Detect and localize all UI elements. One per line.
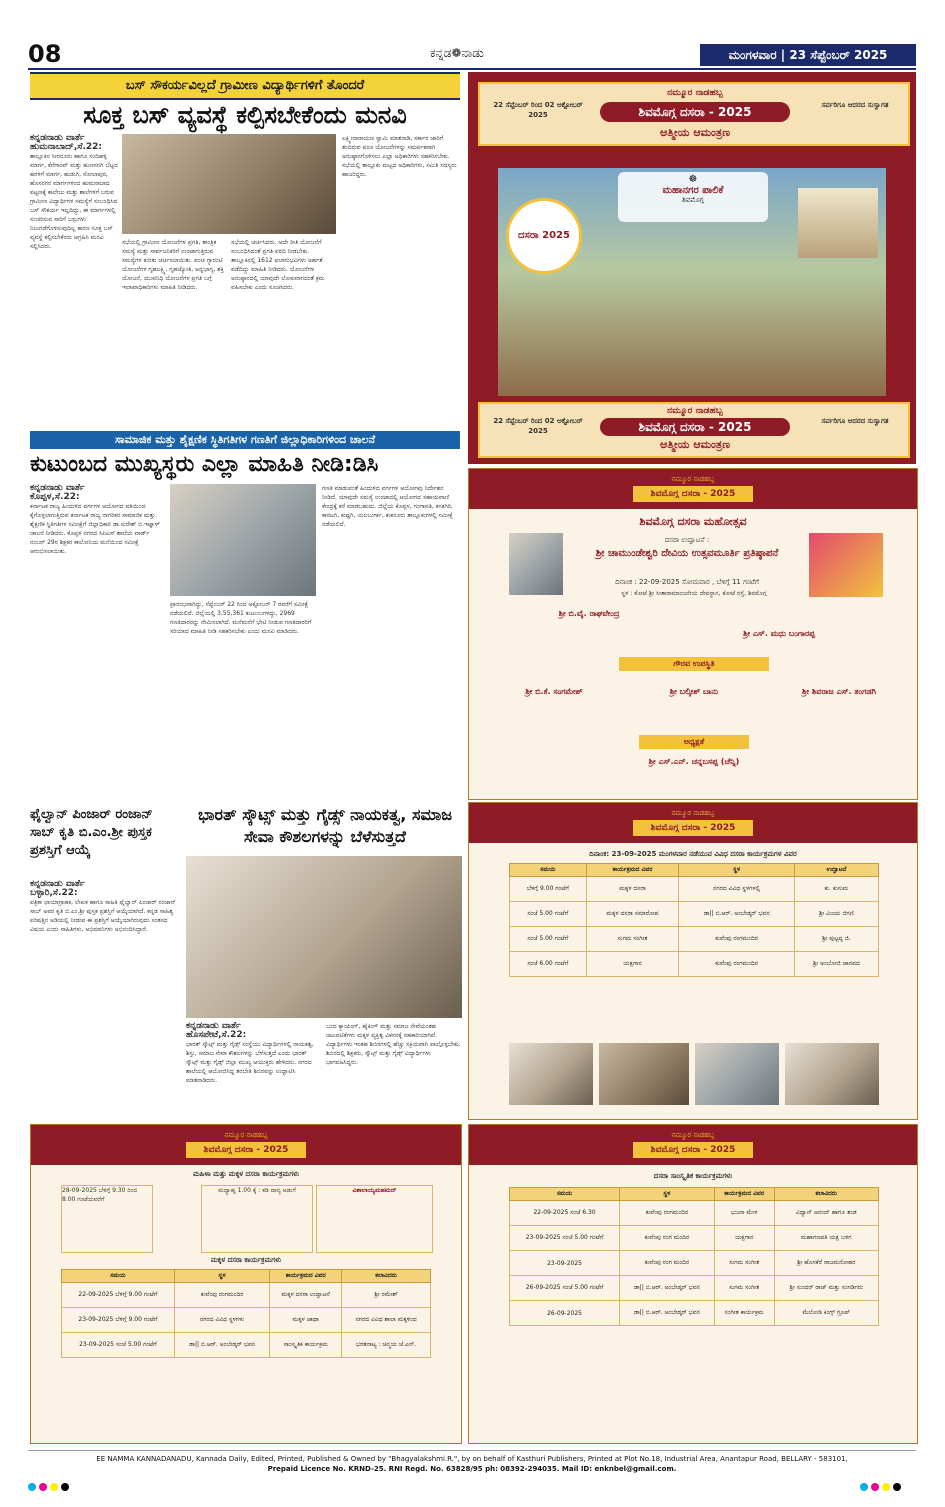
- table-cell: ಶ್ರೀ ಸುಂದರ್ ರಾಜ್ ಮತ್ತು ಸಂಗಡಿಗರು: [774, 1276, 878, 1301]
- table-header: ಸಮಯ: [62, 1270, 175, 1283]
- story1-col2-text: ಸಭೆಯಲ್ಲಿ ಗ್ರಾಮೀಣ ಯೋಜನೆಗಳ ಪ್ರಗತಿ, ತಾಂತ್ರಿಕ ಸಮಸ್ಯೆ ಮತ್ತು ಸಾರ್ವಜನಿಕರಿಗೆ ಉಂಟಾಗುತ್ತಿರುವ ಸಮಸ್ಯೆಗಳ ಕುರಿತು ಚರ್ಚಿಸಲಾಯಿತು. ಪಂಚ ಗ್ಯಾರಂಟಿ ಯೋಜನೆಗಳ ಗೃಹಲಕ್ಷ್ಮಿ, ಗೃಹಜ್ಯೋತಿ, ಅನ್ನಭಾಗ್ಯ, ಶಕ್ತಿ ಯೋಜನೆ, ಯುವನಿಧಿ ಯೋಜನೆಗಳ ಪ್ರಗತಿ ಬಗ್ಗೆ ಇಲಾಖಾಧಿಕಾರಿಗಳು ಮಾಹಿತಿ ನೀಡಿದರು.: [122, 239, 224, 291]
- table-cell: ಭರತನಾಟ್ಯ : ಚಿನ್ಮಯ ಜೆ.ಎನ್.: [342, 1333, 431, 1358]
- table-row: [510, 952, 879, 977]
- ad-culture-org: ನಮ್ಮೂರ ನಾಡಹಬ್ಬ: [671, 1131, 715, 1139]
- table-cell: ಮಕ್ಕಳ ದಸರಾ ಉದ್ಘಾಟನೆ: [270, 1283, 342, 1308]
- table-cell: ಮಕ್ಕಳ ದಸರಾ: [586, 877, 679, 902]
- table-header: ಕಾರ್ಯಕ್ರಮದ ವಿವರ: [714, 1188, 774, 1201]
- story2-col3: [322, 484, 460, 796]
- table-header: ಸಮಯ: [510, 1188, 620, 1201]
- ad-women-r1c: ವಿಶಾಲಾಯ್ಯಮಹಮದ್: [316, 1185, 433, 1253]
- table-cell: ಕುವೆಂಪು ರಂಗಮಂದಿರ: [620, 1201, 715, 1226]
- table-cell: ಡಾ|| ಬಿ.ಆರ್. ಅಂಬೇಡ್ಕರ್ ಭವನ: [174, 1333, 270, 1358]
- ad-invite-festival: ಶಿವಮೊಗ್ಗ ದಸರಾ ಮಹೋತ್ಸವ: [639, 515, 747, 528]
- ad-invite-chair: ಶ್ರೀ ಎಸ್.ಎನ್. ಚನ್ನಬಸಪ್ಪ (ಚೆನ್ನಿ): [648, 757, 740, 766]
- story1-col3-text: ಸಭೆಯಲ್ಲಿ ಚರ್ಚಿಸಿದರು. ಅದೇ ರೀತಿ ಯೋಜನೆಗೆ ಸಂಬಂಧಿಸಿದಂತೆ ಪ್ರಗತಿ ವರದಿ ನೀಡಬೇಕು. ತಾಲ್ಲೂಕಿನಲ್ಲಿ 1612 ಫಲಾನುಭವಿಗಳು ಅರ್ಹತೆ ಪಡೆದಿದ್ದು ಮಾಹಿತಿ ನೀಡಿದರು. ಯೋಜನೆಗಳ ಅನುಷ್ಠಾನದಲ್ಲಿ ಯಾವುದೇ ಲೋಪವಾಗದಂತೆ ಕ್ರಮ ವಹಿಸಬೇಕು ಎಂದು ಸೂಚಿಸಿದರು.: [231, 239, 325, 291]
- story1-col4: [342, 134, 460, 426]
- table-header-row: [510, 1188, 879, 1201]
- story1-headline[interactable]: ಸೂಕ್ತ ಬಸ್ ವ್ಯವಸ್ಥೆ ಕಲ್ಪಿಸಬೇಕೆಂದು ಮನವಿ: [83, 101, 407, 129]
- table-cell: ಶ್ರೀ ಅಂಬೋಜಿ ಜಾನಪದ: [794, 952, 878, 977]
- ad-women[interactable]: [30, 1124, 462, 1444]
- ad-schedule[interactable]: [468, 802, 918, 1120]
- story4-dateline: ಹೊಸಪೇಟೆ,ಸೆ.22:: [186, 1030, 247, 1040]
- table-header-row: [510, 864, 879, 877]
- ad-invite-header: [469, 469, 917, 509]
- table-row: [510, 1276, 879, 1301]
- table-cell: 23-09-2025 ಸಂಜೆ 5.00 ಗಂಟೆಗೆ: [510, 1226, 620, 1251]
- table-cell: ಸುಗಮ ಸಂಗೀತ: [714, 1276, 774, 1301]
- ad-women-table: [61, 1269, 431, 1358]
- ad-main-header: [478, 82, 910, 146]
- table-cell: ಕುವೆಂಪು ರಂಗಮಂದಿರ: [679, 952, 794, 977]
- story4-col1: [186, 1022, 320, 1112]
- ad-invite-portrait: [509, 533, 563, 595]
- story2-col1: [30, 484, 164, 796]
- goddess-image: [809, 533, 883, 597]
- ad-main-title: ಶಿವಮೊಗ್ಗ ದಸರಾ - 2025: [600, 102, 790, 122]
- ad-culture[interactable]: [468, 1124, 918, 1444]
- ad-invite-g2: ಶ್ರೀ ಬಲ್ಕೀಶ್ ಬಾನು: [669, 687, 719, 696]
- table-cell: ಸಂಜೆ 6.00 ಗಂಟೆಗೆ: [510, 952, 587, 977]
- story3-body: [30, 880, 176, 1112]
- ad-women-caption1: ಮಹಿಳಾ ಮತ್ತು ಮಕ್ಕಳ ದಸರಾ ಕಾರ್ಯಕ್ರಮಗಳು: [192, 1170, 300, 1178]
- ad-culture-table: [509, 1187, 879, 1326]
- table-header: ಕಲಾವಿದರು: [342, 1270, 431, 1283]
- table-cell: ಮಹಾಗಣಪತಿ ಯಕ್ಷ ಬಳಗ: [774, 1226, 878, 1251]
- story2-kicker: ಸಾಮಾಜಿಕ ಮತ್ತು ಶೈಕ್ಷಣಿಕ ಸ್ಥಿತಿಗತಿಗಳ ಗಣತಿಗೆ ಜಿಲ್ಲಾಧಿಕಾರಿಗಳಿಂದ ಚಾಲನೆ: [30, 431, 460, 449]
- ad-main[interactable]: [468, 72, 916, 464]
- ad-main-corp: ಮಹಾನಗರ ಪಾಲಿಕೆ: [662, 185, 724, 196]
- story1-col3: [231, 238, 335, 426]
- ad-women-caption2: ಮಕ್ಕಳ ದಸರಾ ಕಾರ್ಯಕ್ರಮಗಳು: [210, 1256, 282, 1264]
- table-cell: ಸಾಂಸ್ಕೃತಿಕ ಕಾರ್ಯಕ್ರಮ: [270, 1333, 342, 1358]
- ad-main-building: [798, 188, 878, 258]
- table-header: ಸಮಯ: [510, 864, 587, 877]
- ad-schedule-table-wrap: [509, 863, 879, 977]
- table-cell: 23-09-2025 ಸಂಜೆ 5.00 ಗಂಟೆಗೆ: [62, 1333, 175, 1358]
- table-header: ಸ್ಥಳ: [174, 1270, 270, 1283]
- ad-schedule-photo-2: [599, 1043, 689, 1105]
- ad-main-dates: 22 ಸೆಪ್ಟೆಂಬರ್ ರಿಂದ 02 ಅಕ್ಟೋಬರ್ 2025: [493, 101, 583, 119]
- story4-col2-text: ಬಂದ ಕ್ಯಾಂಪಿಂಗ್, ಹೈಕಿಂಗ್ ಮತ್ತು ಸಮಾಜ ಸೇವೆಯಂತಹ ಚಟುವಟಿಕೆಗಳು ಮಕ್ಕಳ ವ್ಯಕ್ತಿತ್ವ ವಿಕಸನಕ್ಕೆ ಸಹಕಾರಿಯಾಗಿವೆ. ವಿದ್ಯಾರ್ಥಿಗಳು ಇಂತಹ ಶಿಬಿರಗಳಲ್ಲಿ ಹೆಚ್ಚು ಸಕ್ರಿಯವಾಗಿ ಪಾಲ್ಗೊಳ್ಳಬೇಕು. ಶಿಬಿರದಲ್ಲಿ ಶಿಕ್ಷಕರು, ಸ್ಕೌಟ್ಸ್ ಮತ್ತು ಗೈಡ್ಸ್ ವಿದ್ಯಾರ್ಥಿಗಳು ಭಾಗವಹಿಸಿದ್ದರು.: [326, 1023, 461, 1066]
- table-cell: ಡಾ|| ಬಿ.ಆರ್. ಅಂಬೇಡ್ಕರ್ ಭವನ: [679, 902, 794, 927]
- story3-text: ಪತ್ರಿಕಾ ಛಾಯಾಗ್ರಾಹಕ, ಲೇಖಕ ಹಾಗೂ ಸಾಹಿತಿ ಫೈಲ್ವಾನ್ ಪಿಂಜಾರ್ ರಂಜಾನ್ ಸಾಬ್ ಅವರ ಕೃತಿ ಬಿ.ಎಂ.ಶ್ರೀ ಪುಸ್ತಕ ಪ್ರಶಸ್ತಿಗೆ ಆಯ್ಕೆಯಾಗಿದೆ. ಕನ್ನಡ ಸಾಹಿತ್ಯ ಪರಿಷತ್ತಿನ ಅಡಿಯಲ್ಲಿ ನೀಡುವ ಈ ಪ್ರಶಸ್ತಿಗೆ ಆಯ್ಕೆಯಾಗಿರುವುದು ಸಂತಸದ ವಿಷಯ ಎಂದು ಸಾಹಿತಿಗಳು, ಅಭಿಮಾನಿಗಳು ಅಭಿನಂದಿಸಿದ್ದಾರೆ.: [30, 899, 176, 933]
- story3-dateline: ಬಳ್ಳಾರಿ,ಸೆ.22:: [30, 888, 78, 898]
- table-cell: ಸುಗಮ ಸಂಗೀತ: [714, 1251, 774, 1276]
- table-cell: ಭಜನಾ ಮೇಳ: [714, 1201, 774, 1226]
- imprint-line-2: Prepaid Licence No. KRND-25. RNI Regd. No. 63828/95 ph: 08392-294035. Mail ID: enknbel@gmail.com.: [267, 1465, 677, 1473]
- ad-main-corp-card: [618, 172, 768, 222]
- registration-dots-right: [860, 1476, 904, 1495]
- ad-invite-org: ನಮ್ಮೂರ ನಾಡಹಬ್ಬ: [671, 475, 715, 483]
- ad-invite-when: ದಿನಾಂಕ : 22-09-2025 ಸೋಮವಾರ , ಬೆಳಿಗ್ಗೆ 11 ಗಂಟೆಗೆ: [615, 578, 759, 586]
- story2-dateline: ಕೊಪ್ಪಳ,ಸೆ.22:: [30, 492, 80, 502]
- table-header-row: [62, 1270, 431, 1283]
- imprint-footer: [28, 1450, 916, 1474]
- ad-women-title: ಶಿವಮೊಗ್ಗ ದಸರಾ - 2025: [186, 1142, 306, 1158]
- ad-invite-g1: ಶ್ರೀ ಬಿ.ಕೆ. ಸಂಗಮೇಶ್: [525, 687, 583, 696]
- ad-invite-guests-heading: ಗೌರವ ಉಪಸ್ಥಿತಿ: [619, 657, 769, 671]
- table-row: [510, 1301, 879, 1326]
- table-cell: 23-09-2025: [510, 1251, 620, 1276]
- table-cell: ಸಂಗೀತ ಕಾರ್ಯಕ್ರಮ: [714, 1301, 774, 1326]
- ad-women-r1b: ಮಧ್ಯಾಹ್ನ 1.00 ಕ್ಕೆ : ಕಡಿ ದಾನ್ಯ ಅಡುಗೆ: [201, 1185, 313, 1253]
- story3-headline[interactable]: ಫೈಲ್ವಾನ್ ಪಿಂಜಾರ್ ರಂಜಾನ್ ಸಾಬ್ ಕೃತಿ ಬಿ.ಎಂ.ಶ್ರೀ ಪುಸ್ತಕ ಪ್ರಶಸ್ತಿಗೆ ಆಯ್ಕೆ: [30, 807, 153, 858]
- ad-invite-guest-a: ಶ್ರೀ ಬಿ.ವೈ. ರಾಘವೇಂದ್ರ: [558, 609, 620, 618]
- table-cell: ಬೆಳಿಗ್ಗೆ 9.00 ಗಂಟೆಗೆ: [510, 877, 587, 902]
- table-cell: ಸುಗಮ ಸಂಗೀತ: [586, 927, 679, 952]
- ad-schedule-header: [469, 803, 917, 843]
- table-header: ಕಾರ್ಯಕ್ರಮದ ವಿವರ: [270, 1270, 342, 1283]
- story1-col2: [122, 238, 226, 426]
- story1-col1: [30, 134, 118, 426]
- table-row: [510, 1201, 879, 1226]
- table-header: ಉದ್ಘಾಟನೆ: [794, 864, 878, 877]
- ad-schedule-title: ಶಿವಮೊಗ್ಗ ದಸರಾ - 2025: [633, 820, 753, 836]
- story2-col2-text: ಪ್ರಾರಂಭವಾಗಿದ್ದು, ಸೆಪ್ಟೆಂಬರ್ 22 ರಿಂದ ಅಕ್ಟೋಬರ್ 7 ರವರೆಗೆ ಸಮೀಕ್ಷೆ ನಡೆಯಲಿದೆ. ಜಿಲ್ಲೆಯಲ್ಲಿ 3,55,361 ಕುಟುಂಬಗಳಿದ್ದು, 2969 ಗಣತಿದಾರರನ್ನು ನೇಮಿಸಲಾಗಿದೆ. ಮನೆಮನೆಗೆ ಭೇಟಿ ನೀಡುವ ಗಣತಿದಾರರಿಗೆ ಸರಿಯಾದ ಮಾಹಿತಿ ನೀಡಿ ಸಹಕರಿಸಬೇಕು ಎಂದು ಮನವಿ ಮಾಡಿದರು.: [170, 601, 312, 635]
- story1-photo: [122, 134, 336, 234]
- table-cell: ಕು. ಕುಸುಮ: [794, 877, 878, 902]
- story2-headline[interactable]: ಕುಟುಂಬದ ಮುಖ್ಯಸ್ಥರು ಎಲ್ಲಾ ಮಾಹಿತಿ ನೀಡಿ:ಡಿಸಿ: [30, 452, 379, 477]
- table-cell: ನಗರದ ವಿವಿಧ ಸ್ಥಳಗಳು: [174, 1308, 270, 1333]
- table-cell: ಶ್ರೀ ರಮೇಶ್: [342, 1283, 431, 1308]
- ad-culture-title: ಶಿವಮೊಗ್ಗ ದಸರಾ - 2025: [633, 1142, 753, 1158]
- ad-women-header: [31, 1125, 461, 1165]
- ad-invite-inaugurator: ಶ್ರೀ ಚಾಮುಂಡೇಶ್ವರಿ ದೇವಿಯ ಉತ್ಸವಮೂರ್ತಿ ಪ್ರತಿಷ್ಠಾಪನೆ: [595, 548, 779, 559]
- table-cell: ಕುವೆಂಪು ರಂಗ ಮಂದಿರ: [620, 1251, 715, 1276]
- ad-main-dates-2: 22 ಸೆಪ್ಟೆಂಬರ್ ರಿಂದ 02 ಅಕ್ಟೋಬರ್ 2025: [493, 417, 583, 435]
- table-row: [62, 1333, 431, 1358]
- story4-col1-text: ಭಾರತ್ ಸ್ಕೌಟ್ಸ್ ಮತ್ತು ಗೈಡ್ಸ್ ಸಂಸ್ಥೆಯು ವಿದ್ಯಾರ್ಥಿಗಳಲ್ಲಿ ನಾಯಕತ್ವ, ಶಿಸ್ತು, ಸಮಾಜ ಸೇವಾ ಕೌಶಲಗಳನ್ನು ಬೆಳೆಸುತ್ತದೆ ಎಂದು ಭಾರತ್ ಸ್ಕೌಟ್ಸ್ ಮತ್ತು ಗೈಡ್ಸ್ ಜಿಲ್ಲಾ ಮುಖ್ಯ ಆಯುಕ್ತರು ಹೇಳಿದರು. ನಗರದ ಶಾಲೆಯಲ್ಲಿ ಆಯೋಜಿಸಿದ್ದ ತರಬೇತಿ ಶಿಬಿರವನ್ನು ಉದ್ಘಾಟಿಸಿ ಮಾತನಾಡಿದರು.: [186, 1041, 314, 1084]
- story1-kicker: ಬಸ್ ಸೌಕರ್ಯವಿಲ್ಲದೆ ಗ್ರಾಮೀಣ ವಿದ್ಯಾರ್ಥಿಗಳಿಗೆ ತೊಂದರೆ: [30, 72, 460, 100]
- emblem-icon: ☸: [688, 174, 698, 185]
- table-header: ಸ್ಥಳ: [620, 1188, 715, 1201]
- table-row: [510, 927, 879, 952]
- table-cell: ಶ್ರೀ ಹೊಸಕೆರೆ ರಾಜಮನೋಹರ: [774, 1251, 878, 1276]
- ad-main-mascot: ದಸರಾ 2025: [506, 198, 582, 274]
- ad-main-welcome-2: ಸರ್ವರಿಗೂ ಆದರದ ಸುಸ್ವಾಗತ: [821, 417, 889, 425]
- story1-col4-text: ಲಕ್ಷ್ಮೀನಾರಾಯಣ ಸ್ವಾಮಿ ಮಾತನಾಡಿ, ಸರ್ಕಾರ ಜಾರಿಗೆ ತಂದಿರುವ ಪಂಚ ಯೋಜನೆಗಳನ್ನು ಸಮರ್ಪಕವಾಗಿ ಅನುಷ್ಠಾನಗೊಳಿಸಲು ಎಲ್ಲಾ ಅಧಿಕಾರಿಗಳು ಸಹಕರಿಸಬೇಕು. ಸಭೆಯಲ್ಲಿ ತಾಲ್ಲೂಕು ಮಟ್ಟದ ಅಧಿಕಾರಿಗಳು, ಸಮಿತಿ ಸದಸ್ಯರು ಹಾಜರಿದ್ದರು.: [342, 135, 457, 178]
- table-header: ಕಲಾವಿದರು: [774, 1188, 878, 1201]
- story1-byline: ಕನ್ನಡನಾಡು ವಾರ್ತೆ: [30, 134, 85, 143]
- ad-main-org: ನಮ್ಮೂರ ನಾಡಹಬ್ಬ: [667, 88, 723, 98]
- table-cell: 23-09-2025 ಬೆಳಿಗ್ಗೆ 9.00 ಗಂಟೆಗೆ: [62, 1308, 175, 1333]
- ad-main-subtitle: ಆತ್ಮೀಯ ಆಮಂತ್ರಣ: [659, 126, 731, 139]
- story2-col3-text: ಗಣತಿ ಮಾಡುವಂತೆ ಹಿಂದುಳಿದ ವರ್ಗಗಳ ಆಯೋಗವು ನಿರ್ದೇಶನ ನೀಡಿದೆ. ಯಾವುದೇ ಸಮಸ್ಯೆ ಉಂಟಾದಲ್ಲಿ ಆಯೋಗದ ಸಹಾಯವಾಣಿ ಕೇಂದ್ರಕ್ಕೆ ಕರೆ ಮಾಡಬಹುದು. ಜಿಲ್ಲೆಯ ಕೊಪ್ಪಳ, ಗಂಗಾವತಿ, ಕನಕಗಿರಿ, ಕಾರಟಗಿ, ಕುಷ್ಟಗಿ, ಯಲಬುರ್ಗಾ, ಕುಕನೂರು ತಾಲ್ಲೂಕುಗಳಲ್ಲಿ ಸಮೀಕ್ಷೆ ನಡೆಯಲಿದೆ.: [322, 485, 454, 528]
- ad-main-corp-place: ಶಿವಮೊಗ್ಗ: [682, 196, 704, 204]
- imprint-line-1: EE NAMMA KANNADANADU, Kannada Daily, Edited, Printed, Published & Owned by "Bhagyalakshmi.R.", by on behalf of Kasthuri Publishers, Printed at Plot No.18, Industrial Area, Anantapur Road, BELLARY - 583101,: [96, 1455, 848, 1463]
- masthead-rule: [28, 68, 916, 70]
- table-row: [510, 1226, 879, 1251]
- ad-main-welcome: ಸರ್ವರಿಗೂ ಆದರದ ಸುಸ್ವಾಗತ: [821, 101, 889, 109]
- story1-col1-text: ತಾಲ್ಲೂಕಿನ ಸೀರನೂರು ಹಾಗೂ ಸಂದಿಹಳ್ಳಿ ಮಾರ್ಗ, ಕೆರೆಗಾಂವ್ ಮತ್ತು ಹುಣಸನಗಿ ಬೆಟ್ಟದ ಹರಳಿಗೆ ಮಾರ್ಗ, ಹುಡುಗಿ, ಸೋಲಾಪುರ, ಹೊಸನಗರ ಮಾರ್ಗಗಳಿಂದ ಹುಮನಾಬಾದ ಪಟ್ಟಣಕ್ಕೆ ಕಾಲೇಜು ಮತ್ತು ಶಾಲೆಗಳಿಗೆ ಬರುವ ಗ್ರಾಮೀಣ ವಿದ್ಯಾರ್ಥಿಗಳ ಸಮಸ್ಯೆಗೆ ಸಂಬಂಧಿಸಿದ ಬಸ್ ಸೌಕರ್ಯ ಇಲ್ಲದಿದ್ದು, ಈ ಮಾರ್ಗಗಳಲ್ಲಿ ಸಂಚರಿಸುವ ಸಾರಿಗೆ ಬಸ್ಸುಗಳು ನಿಲುಗಡೆಗೊಳಿಸುವುದಿಲ್ಲ ಕಾರಣ ಸೂಕ್ತ ಬಸ್ ವ್ಯವಸ್ಥೆ ಕಲ್ಪಿಸಬೇಕೆಂದು ಆಗ್ರಹಿಸಿ ಮನವಿ ಸಲ್ಲಿಸಿದರು.: [30, 153, 118, 250]
- paper-name: ಕನ್ನಡ❁ನಾಡು: [430, 46, 484, 60]
- ad-main-photo: [498, 168, 886, 396]
- table-cell: ಕುವೆಂಪು ರಂಗಮಂದಿರ: [679, 927, 794, 952]
- table-cell: ಕುವೆಂಪು ರಂಗಮಂದಿರ: [174, 1283, 270, 1308]
- story2-col1-text: ಕರ್ನಾಟಕ ರಾಜ್ಯ ಹಿಂದುಳಿದ ವರ್ಗಗಳ ಆಯೋಗದ ವತಿಯಿಂದ ಕೈಗೊಳ್ಳಲಾಗುತ್ತಿರುವ ಕರ್ನಾಟಕ ರಾಜ್ಯ ನಾಗರಿಕರ ಸಾಮಾಜಿಕ ಮತ್ತು ಶೈಕ್ಷಣಿಕ ಸ್ಥಿತಿಗತಿಗಳ ಸಮೀಕ್ಷೆಗೆ ಜಿಲ್ಲಾಧಿಕಾರಿ ಡಾ.ಸುರೇಶ್ ಬಿ.ಇಟ್ನಾಳ್ ಚಾಲನೆ ನೀಡಿದರು. ಕೊಪ್ಪಳ ನಗರದ ಸಿಪಿಎಸ್ ಶಾಲೆಯ ವಾರ್ಡ್ ನಂಬರ್ 29ರ ಶಿಕ್ಷಕರ ಕಾಲೋನಿಯ ಮನೆಯಿಂದ ಸಮೀಕ್ಷೆ ಆರಂಭಿಸಲಾಯಿತು.: [30, 503, 161, 555]
- ad-invite[interactable]: [468, 468, 918, 800]
- table-cell: ವಿದ್ವಾನ್ ಆನಂದ್ ಹಾಗೂ ತಂಡ: [774, 1201, 878, 1226]
- story1-dateline: ಹುಮನಾಬಾದ್,ಸೆ.22:: [30, 142, 102, 152]
- story3-byline: ಕನ್ನಡನಾಡು ವಾರ್ತೆ: [30, 880, 85, 889]
- date-bar: ಮಂಗಳವಾರ | 23 ಸೆಪ್ಟೆಂಬರ್ 2025: [700, 44, 916, 66]
- table-cell: ಶ್ರೀ ಪುಟ್ಟಪ್ಪ ಜಿ.: [794, 927, 878, 952]
- ad-culture-table-wrap: [509, 1187, 879, 1326]
- ad-schedule-photo-4: [785, 1043, 879, 1105]
- registration-dots-left: [28, 1476, 72, 1495]
- ad-invite-where: ಸ್ಥಳ : ಕೋಟೆ ಶ್ರೀ ಸೀತಾರಾಮಾಂಜನೇಯ ದೇವಸ್ಥಾನ, ಕೋಟೆ ರಸ್ತೆ, ಶಿವಮೊಗ್ಗ: [621, 590, 767, 597]
- story2-col2: [170, 600, 316, 796]
- ad-invite-chair-heading: ಅಧ್ಯಕ್ಷತೆ: [639, 735, 749, 749]
- table-row: [62, 1283, 431, 1308]
- table-cell: 26-09-2025 ಸಂಜೆ 5.00 ಗಂಟೆಗೆ: [510, 1276, 620, 1301]
- table-cell: ಮಕ್ಕಳ ಜಾಥಾ: [270, 1308, 342, 1333]
- table-cell: 22-09-2025 ಸಂಜೆ 6.30: [510, 1201, 620, 1226]
- table-cell: ಸಂಜೆ 5.00 ಗಂಟೆಗೆ: [510, 902, 587, 927]
- table-cell: ಮಕ್ಕಳ ದಸರಾ ಸಮಾರೋಪ: [586, 902, 679, 927]
- ad-invite-inaug-label: ದಸರಾ ಉದ್ಘಾಟನೆ :: [664, 536, 710, 544]
- ad-women-org: ನಮ್ಮೂರ ನಾಡಹಬ್ಬ: [224, 1131, 268, 1139]
- table-row: [510, 877, 879, 902]
- ad-schedule-photo-1: [509, 1043, 593, 1105]
- table-cell: ಮೆಲೋಡಿ ಕಿಂಗ್ಸ್ ಗ್ರೂಪ್: [774, 1301, 878, 1326]
- ad-invite-title: ಶಿವಮೊಗ್ಗ ದಸರಾ - 2025: [633, 486, 753, 502]
- story4-byline: ಕನ್ನಡನಾಡು ವಾರ್ತೆ: [186, 1022, 241, 1031]
- ad-main-org-2: ನಮ್ಮೂರ ನಾಡಹಬ್ಬ: [667, 406, 723, 416]
- ad-invite-guest-b: ಶ್ರೀ ಎಸ್. ಮಧು ಬಂಗಾರಪ್ಪ: [743, 629, 815, 638]
- table-cell: 22-09-2025 ಬೆಳಿಗ್ಗೆ 9.00 ಗಂಟೆಗೆ: [62, 1283, 175, 1308]
- table-cell: ಡಾ|| ಬಿ.ಆರ್. ಅಂಬೇಡ್ಕರ್ ಭವನ: [620, 1276, 715, 1301]
- table-cell: ನಗರದ ವಿವಿಧ ಶಾಲಾ ಮಕ್ಕಳಿಂದ: [342, 1308, 431, 1333]
- table-row: [510, 1251, 879, 1276]
- story4-headline[interactable]: ಭಾರತ್ ಸ್ಕೌಟ್ಸ್ ಮತ್ತು ಗೈಡ್ಸ್ ನಾಯಕತ್ವ, ಸಮಾಜ ಸೇವಾ ಕೌಶಲಗಳನ್ನು ಬೆಳೆಸುತ್ತದೆ: [197, 805, 453, 846]
- ad-schedule-caption: ದಿನಾಂಕ: 23-09-2025 ಮಂಗಳವಾರ ನಡೆಯುವ ವಿವಿಧ ದಸರಾ ಕಾರ್ಯಕ್ರಮಗಳ ವಿವರ: [589, 850, 797, 858]
- table-cell: ಶ್ರೀ ವಿಜಯ ಜಿಗಣಿ: [794, 902, 878, 927]
- table-cell: ಡಾ|| ಬಿ.ಆರ್. ಅಂಬೇಡ್ಕರ್ ಭವನ: [620, 1301, 715, 1326]
- table-header: ಕಾರ್ಯಕ್ರಮದ ವಿವರ: [586, 864, 679, 877]
- ad-schedule-photo-3: [695, 1043, 779, 1105]
- table-row: [62, 1308, 431, 1333]
- table-cell: ಕುವೆಂಪು ರಂಗ ಮಂದಿರ: [620, 1226, 715, 1251]
- table-cell: ಸಂಜೆ 5.00 ಗಂಟೆಗೆ: [510, 927, 587, 952]
- ad-main-footer: [478, 402, 910, 458]
- story2-byline: ಕನ್ನಡನಾಡು ವಾರ್ತೆ: [30, 484, 85, 493]
- page-number: 08: [28, 40, 62, 68]
- ad-schedule-table: [509, 863, 879, 977]
- story2-photo: [170, 484, 316, 596]
- ad-culture-header: [469, 1125, 917, 1165]
- table-cell: ನಗರದ ವಿವಿಧ ಸ್ಥಳಗಳಲ್ಲಿ: [679, 877, 794, 902]
- table-header: ಸ್ಥಳ: [679, 864, 794, 877]
- story4-photo: [186, 856, 462, 1018]
- story4-col2: [326, 1022, 462, 1112]
- ad-women-table-wrap: [61, 1269, 431, 1358]
- ad-main-subtitle-2: ಆತ್ಮೀಯ ಆಮಂತ್ರಣ: [659, 438, 731, 451]
- ad-women-r1a: 28-09-2025 ಬೆಳಿಗ್ಗೆ 9.30 ರಿಂದ 8.00 ಗಂಟೆಯವರೆಗೆ: [61, 1185, 153, 1253]
- table-cell: ಯಕ್ಷಗಾನ: [586, 952, 679, 977]
- ad-culture-caption: ದಸರಾ ಸಾಂಸ್ಕೃತಿಕ ಕಾರ್ಯಕ್ರಮಗಳು: [653, 1172, 733, 1180]
- table-cell: 26-09-2025: [510, 1301, 620, 1326]
- table-cell: ಯಕ್ಷಗಾನ: [714, 1226, 774, 1251]
- table-row: [510, 902, 879, 927]
- ad-main-title-2: ಶಿವಮೊಗ್ಗ ದಸರಾ - 2025: [600, 418, 790, 436]
- ad-invite-g3: ಶ್ರೀ ಶಿವರಾಜ ಎಸ್. ತಂಗಡಗಿ: [802, 687, 876, 696]
- ad-schedule-org: ನಮ್ಮೂರ ನಾಡಹಬ್ಬ: [671, 809, 715, 817]
